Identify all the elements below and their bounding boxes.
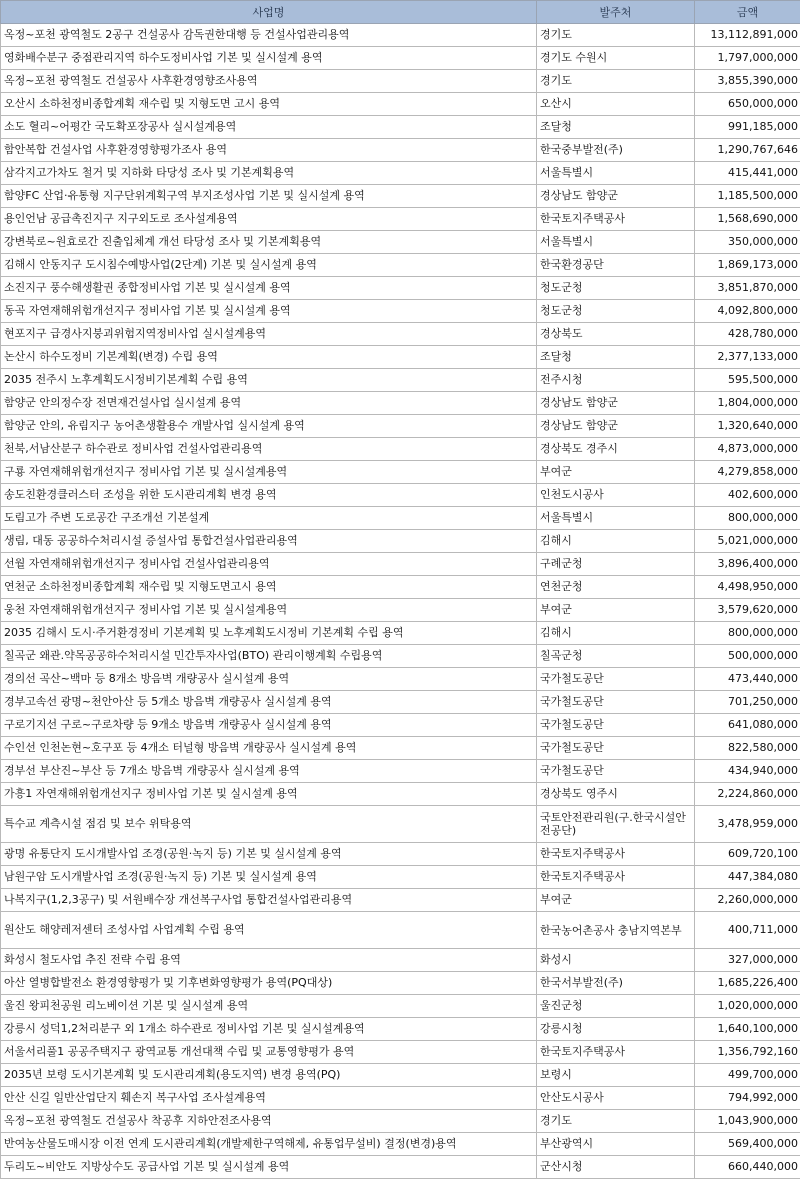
table-row (1, 645, 800, 668)
cell-amount[interactable]: 800,000,000 (695, 507, 800, 530)
cell-client[interactable]: 경기도 (537, 24, 695, 47)
cell-amount[interactable]: 13,112,891,000 (695, 24, 800, 47)
table-row (1, 346, 800, 369)
cell-amount[interactable]: 473,440,000 (695, 668, 800, 691)
cell-project-name[interactable]: 웅천 자연재해위험개선지구 정비사업 기본 및 실시설계용역 (1, 599, 537, 622)
cell-amount[interactable]: 2,224,860,000 (695, 783, 800, 806)
cell-amount[interactable]: 1,797,000,000 (695, 47, 800, 70)
table-row (1, 507, 800, 530)
cell-client[interactable]: 한국환경공단 (537, 254, 695, 277)
table-row (1, 231, 800, 254)
cell-client[interactable]: 경상북도 경주시 (537, 438, 695, 461)
table-row (1, 1087, 800, 1110)
table-row (1, 461, 800, 484)
cell-project-name[interactable]: 김해시 안동지구 도시침수예방사업(2단계) 기본 및 실시설계 용역 (1, 254, 537, 277)
cell-amount[interactable]: 650,000,000 (695, 93, 800, 116)
cell-project-name[interactable]: 광명 유통단지 도시개발사업 조경(공원·녹지 등) 기본 및 실시설계 용역 (1, 843, 537, 866)
cell-client[interactable]: 청도군청 (537, 277, 695, 300)
cell-project-name[interactable]: 소도 혈리~어평간 국도확포장공사 실시설계용역 (1, 116, 537, 139)
cell-project-name[interactable]: 옥정~포천 광역철도 건설공사 착공후 지하안전조사용역 (1, 1110, 537, 1133)
table-row (1, 691, 800, 714)
cell-client[interactable]: 경기도 수원시 (537, 47, 695, 70)
cell-amount[interactable]: 4,279,858,000 (695, 461, 800, 484)
cell-project-name[interactable]: 현포지구 급경사지붕괴위험지역정비사업 실시설계용역 (1, 323, 537, 346)
cell-amount[interactable]: 400,711,000 (695, 912, 800, 949)
cell-project-name[interactable]: 특수교 계측시설 점검 및 보수 위탁용역 (1, 806, 537, 843)
cell-project-name[interactable]: 서울서리풀1 공공주택지구 광역교통 개선대책 수립 및 교통영향평가 용역 (1, 1041, 537, 1064)
cell-amount[interactable]: 1,020,000,000 (695, 995, 800, 1018)
table-row (1, 185, 800, 208)
table-row (1, 760, 800, 783)
cell-client[interactable]: 울진군청 (537, 995, 695, 1018)
cell-amount[interactable]: 991,185,000 (695, 116, 800, 139)
cell-client[interactable]: 한국토지주택공사 (537, 866, 695, 889)
cell-project-name[interactable]: 경의선 곡산~백마 등 8개소 방음벽 개량공사 실시설계 용역 (1, 668, 537, 691)
table-row (1, 530, 800, 553)
cell-amount[interactable]: 660,440,000 (695, 1156, 800, 1179)
cell-project-name[interactable]: 영화배수분구 중점관리지역 하수도정비사업 기본 및 실시설계 용역 (1, 47, 537, 70)
cell-project-name[interactable]: 생림, 대동 공공하수처리시설 증설사업 통합건설사업관리용역 (1, 530, 537, 553)
cell-client[interactable]: 서울특별시 (537, 162, 695, 185)
cell-project-name[interactable]: 칠곡군 왜관.약목공공하수처리시설 민간투자사업(BTO) 관리이행계획 수립용역 (1, 645, 537, 668)
cell-client[interactable]: 부여군 (537, 461, 695, 484)
cell-client[interactable]: 경상남도 함양군 (537, 185, 695, 208)
cell-amount[interactable]: 4,498,950,000 (695, 576, 800, 599)
cell-client[interactable]: 조달청 (537, 346, 695, 369)
cell-project-name[interactable]: 삼각지고가차도 철거 및 지하화 타당성 조사 및 기본계획용역 (1, 162, 537, 185)
cell-project-name[interactable]: 경부고속선 광명~천안아산 등 5개소 방음벽 개량공사 실시설계 용역 (1, 691, 537, 714)
table-row (1, 70, 800, 93)
cell-amount[interactable]: 327,000,000 (695, 949, 800, 972)
cell-amount[interactable]: 1,869,173,000 (695, 254, 800, 277)
cell-project-name[interactable]: 용인언남 공급촉진지구 지구외도로 조사설계용역 (1, 208, 537, 231)
header-row (1, 1, 800, 24)
table-row (1, 93, 800, 116)
cell-project-name[interactable]: 선월 자연재해위험개선지구 정비사업 건설사업관리용역 (1, 553, 537, 576)
cell-client[interactable]: 국가철도공단 (537, 760, 695, 783)
cell-project-name[interactable]: 오산시 소하천정비종합계획 재수립 및 지형도면 고시 용역 (1, 93, 537, 116)
cell-client[interactable]: 오산시 (537, 93, 695, 116)
cell-amount[interactable]: 3,896,400,000 (695, 553, 800, 576)
cell-amount[interactable]: 569,400,000 (695, 1133, 800, 1156)
cell-amount[interactable]: 5,021,000,000 (695, 530, 800, 553)
cell-project-name[interactable]: 옥정~포천 광역철도 건설공사 사후환경영향조사용역 (1, 70, 537, 93)
cell-project-name[interactable]: 구로기지선 구로~구로차량 등 9개소 방음벽 개량공사 실시설계 용역 (1, 714, 537, 737)
cell-project-name[interactable]: 논산시 하수도정비 기본계획(변경) 수립 용역 (1, 346, 537, 369)
cell-amount[interactable]: 415,441,000 (695, 162, 800, 185)
table-row (1, 866, 800, 889)
cell-project-name[interactable]: 도림고가 주변 도로공간 구조개선 기본설계 (1, 507, 537, 530)
cell-client[interactable]: 연천군청 (537, 576, 695, 599)
cell-amount[interactable]: 1,640,100,000 (695, 1018, 800, 1041)
table-row (1, 737, 800, 760)
cell-project-name[interactable]: 반여농산물도매시장 이전 연계 도시관리계획(개발제한구역해제, 유통업무설비) 결정(변경)용역 (1, 1133, 537, 1156)
table-row (1, 599, 800, 622)
table-row (1, 995, 800, 1018)
table-row (1, 949, 800, 972)
cell-amount[interactable]: 4,873,000,000 (695, 438, 800, 461)
cell-amount[interactable]: 641,080,000 (695, 714, 800, 737)
cell-client[interactable]: 전주시청 (537, 369, 695, 392)
cell-amount[interactable]: 822,580,000 (695, 737, 800, 760)
table-row (1, 1110, 800, 1133)
cell-client[interactable]: 국가철도공단 (537, 668, 695, 691)
table-row (1, 139, 800, 162)
cell-amount[interactable]: 1,290,767,646 (695, 139, 800, 162)
cell-project-name[interactable]: 함양군 안의정수장 전면재건설사업 실시설계 용역 (1, 392, 537, 415)
table-body (1, 24, 800, 1179)
cell-client[interactable]: 한국중부발전(주) (537, 139, 695, 162)
table-row (1, 162, 800, 185)
cell-project-name[interactable]: 강변북로~원효로간 진출입체계 개선 타당성 조사 및 기본계획용역 (1, 231, 537, 254)
cell-client[interactable]: 서울특별시 (537, 507, 695, 530)
cell-project-name[interactable]: 수인선 인천논현~호구포 등 4개소 터널형 방음벽 개량공사 실시설계 용역 (1, 737, 537, 760)
cell-project-name[interactable]: 원산도 해양레저센터 조성사업 사업계획 수립 용역 (1, 912, 537, 949)
cell-project-name[interactable]: 2035년 보령 도시기본계획 및 도시관리계획(용도지역) 변경 용역(PQ) (1, 1064, 537, 1087)
cell-amount[interactable]: 1,356,792,160 (695, 1041, 800, 1064)
cell-project-name[interactable]: 안산 신길 일반산업단지 훼손지 복구사업 조사설계용역 (1, 1087, 537, 1110)
table-row (1, 843, 800, 866)
header-client[interactable]: 발주처 (537, 1, 695, 24)
table-row (1, 208, 800, 231)
cell-amount[interactable]: 4,092,800,000 (695, 300, 800, 323)
cell-amount[interactable]: 701,250,000 (695, 691, 800, 714)
cell-project-name[interactable]: 화성시 철도사업 추진 전략 수립 용역 (1, 949, 537, 972)
cell-client[interactable]: 한국토지주택공사 (537, 1041, 695, 1064)
cell-client[interactable]: 국가철도공단 (537, 714, 695, 737)
cell-project-name[interactable]: 2035 전주시 노후계획도시정비기본계획 수립 용역 (1, 369, 537, 392)
cell-project-name[interactable]: 함양FC 산업·유통형 지구단위계획구역 부지조성사업 기본 및 실시설계 용역 (1, 185, 537, 208)
table-row (1, 576, 800, 599)
table-row (1, 972, 800, 995)
cell-project-name[interactable]: 함양군 안의, 유림지구 농어촌생활용수 개발사업 실시설계 용역 (1, 415, 537, 438)
cell-project-name[interactable]: 남원구암 도시개발사업 조경(공원·녹지 등) 기본 및 실시설계 용역 (1, 866, 537, 889)
cell-amount[interactable]: 428,780,000 (695, 323, 800, 346)
cell-amount[interactable]: 1,185,500,000 (695, 185, 800, 208)
cell-amount[interactable]: 499,700,000 (695, 1064, 800, 1087)
cell-client[interactable]: 국토안전관리원(구.한국시설안전공단) (537, 806, 695, 843)
cell-project-name[interactable]: 옥정~포천 광역철도 2공구 건설공사 감독권한대행 등 건설사업관리용역 (1, 24, 537, 47)
cell-amount[interactable]: 2,377,133,000 (695, 346, 800, 369)
cell-client[interactable]: 안산도시공사 (537, 1087, 695, 1110)
cell-project-name[interactable]: 아산 열병합발전소 환경영향평가 및 기후변화영향평가 용역(PQ대상) (1, 972, 537, 995)
cell-amount[interactable]: 3,851,870,000 (695, 277, 800, 300)
cell-project-name[interactable]: 동곡 자연재해위험개선지구 정비사업 기본 및 실시설계 용역 (1, 300, 537, 323)
table-row (1, 714, 800, 737)
table-row (1, 277, 800, 300)
cell-client[interactable]: 부여군 (537, 599, 695, 622)
cell-project-name[interactable]: 경부선 부산진~부산 등 7개소 방음벽 개량공사 실시설계 용역 (1, 760, 537, 783)
table-row (1, 300, 800, 323)
table-row (1, 438, 800, 461)
table-row (1, 622, 800, 645)
cell-client[interactable]: 한국농어촌공사 충남지역본부 (537, 912, 695, 949)
table-row (1, 889, 800, 912)
table-row (1, 1041, 800, 1064)
cell-project-name[interactable]: 연천군 소하천정비종합계획 재수립 및 지형도면고시 용역 (1, 576, 537, 599)
cell-client[interactable]: 국가철도공단 (537, 737, 695, 760)
cell-amount[interactable]: 1,568,690,000 (695, 208, 800, 231)
table-row (1, 484, 800, 507)
cell-client[interactable]: 국가철도공단 (537, 691, 695, 714)
table-row (1, 24, 800, 47)
cell-amount[interactable]: 434,940,000 (695, 760, 800, 783)
cell-amount[interactable]: 3,855,390,000 (695, 70, 800, 93)
table-row (1, 1064, 800, 1087)
table-row (1, 392, 800, 415)
cell-client[interactable]: 보령시 (537, 1064, 695, 1087)
table-row (1, 1133, 800, 1156)
cell-project-name[interactable]: 2035 김해시 도시·주거환경정비 기본계획 및 노후계획도시정비 기본계획 수립 용역 (1, 622, 537, 645)
cell-amount[interactable]: 1,804,000,000 (695, 392, 800, 415)
cell-project-name[interactable]: 가흥1 자연재해위험개선지구 정비사업 기본 및 실시설계 용역 (1, 783, 537, 806)
table-row (1, 47, 800, 70)
cell-client[interactable]: 한국서부발전(주) (537, 972, 695, 995)
cell-client[interactable]: 부산광역시 (537, 1133, 695, 1156)
cell-client[interactable]: 강릉시청 (537, 1018, 695, 1041)
cell-client[interactable]: 부여군 (537, 889, 695, 912)
header-amount[interactable]: 금액 (695, 1, 800, 24)
table-row (1, 116, 800, 139)
cell-project-name[interactable]: 구룡 자연재해위험개선지구 정비사업 기본 및 실시설계용역 (1, 461, 537, 484)
cell-client[interactable]: 한국토지주택공사 (537, 208, 695, 231)
table-row (1, 369, 800, 392)
cell-project-name[interactable]: 강릉시 성덕1,2처리분구 외 1개소 하수관로 정비사업 기본 및 실시설계용역 (1, 1018, 537, 1041)
cell-amount[interactable]: 1,043,900,000 (695, 1110, 800, 1133)
cell-amount[interactable]: 3,579,620,000 (695, 599, 800, 622)
cell-client[interactable]: 청도군청 (537, 300, 695, 323)
table-row (1, 806, 800, 843)
cell-client[interactable]: 칠곡군청 (537, 645, 695, 668)
cell-client[interactable]: 경상남도 함양군 (537, 392, 695, 415)
cell-client[interactable]: 조달청 (537, 116, 695, 139)
cell-amount[interactable]: 402,600,000 (695, 484, 800, 507)
header-project-name[interactable]: 사업명 (1, 1, 537, 24)
cell-client[interactable]: 경상남도 함양군 (537, 415, 695, 438)
cell-client[interactable]: 군산시청 (537, 1156, 695, 1179)
cell-client[interactable]: 구례군청 (537, 553, 695, 576)
table-row (1, 1018, 800, 1041)
cell-client[interactable]: 경기도 (537, 70, 695, 93)
cell-client[interactable]: 경기도 (537, 1110, 695, 1133)
table-row (1, 254, 800, 277)
cell-amount[interactable]: 595,500,000 (695, 369, 800, 392)
cell-client[interactable]: 경상북도 (537, 323, 695, 346)
cell-project-name[interactable]: 두리도~비안도 지방상수도 공급사업 기본 및 실시설계 용역 (1, 1156, 537, 1179)
cell-client[interactable]: 인천도시공사 (537, 484, 695, 507)
cell-amount[interactable]: 609,720,100 (695, 843, 800, 866)
cell-amount[interactable]: 1,320,640,000 (695, 415, 800, 438)
cell-project-name[interactable]: 나복지구(1,2,3공구) 및 서원배수장 개선복구사업 통합건설사업관리용역 (1, 889, 537, 912)
cell-project-name[interactable]: 송도친환경클러스터 조성을 위한 도시관리계획 변경 용역 (1, 484, 537, 507)
table-row (1, 323, 800, 346)
cell-project-name[interactable]: 울진 왕피천공원 리노베이션 기본 및 실시설계 용역 (1, 995, 537, 1018)
cell-amount[interactable]: 1,685,226,400 (695, 972, 800, 995)
cell-amount[interactable]: 2,260,000,000 (695, 889, 800, 912)
table-row (1, 415, 800, 438)
cell-client[interactable]: 화성시 (537, 949, 695, 972)
table-row (1, 1156, 800, 1179)
cell-client[interactable]: 경상북도 영주시 (537, 783, 695, 806)
table-row (1, 783, 800, 806)
cell-client[interactable]: 한국토지주택공사 (537, 843, 695, 866)
cell-client[interactable]: 서울특별시 (537, 231, 695, 254)
cell-client[interactable]: 김해시 (537, 530, 695, 553)
table-row (1, 912, 800, 949)
cell-amount[interactable]: 800,000,000 (695, 622, 800, 645)
cell-amount[interactable]: 350,000,000 (695, 231, 800, 254)
cell-project-name[interactable]: 소진지구 풍수해생활권 종합정비사업 기본 및 실시설계 용역 (1, 277, 537, 300)
cell-amount[interactable]: 447,384,080 (695, 866, 800, 889)
cell-project-name[interactable]: 천북,서남산분구 하수관로 정비사업 건설사업관리용역 (1, 438, 537, 461)
cell-amount[interactable]: 3,478,959,000 (695, 806, 800, 843)
cell-client[interactable]: 김해시 (537, 622, 695, 645)
cell-amount[interactable]: 794,992,000 (695, 1087, 800, 1110)
cell-project-name[interactable]: 함안복합 건설사업 사후환경영향평가조사 용역 (1, 139, 537, 162)
table-row (1, 553, 800, 576)
table-row (1, 668, 800, 691)
cell-amount[interactable]: 500,000,000 (695, 645, 800, 668)
